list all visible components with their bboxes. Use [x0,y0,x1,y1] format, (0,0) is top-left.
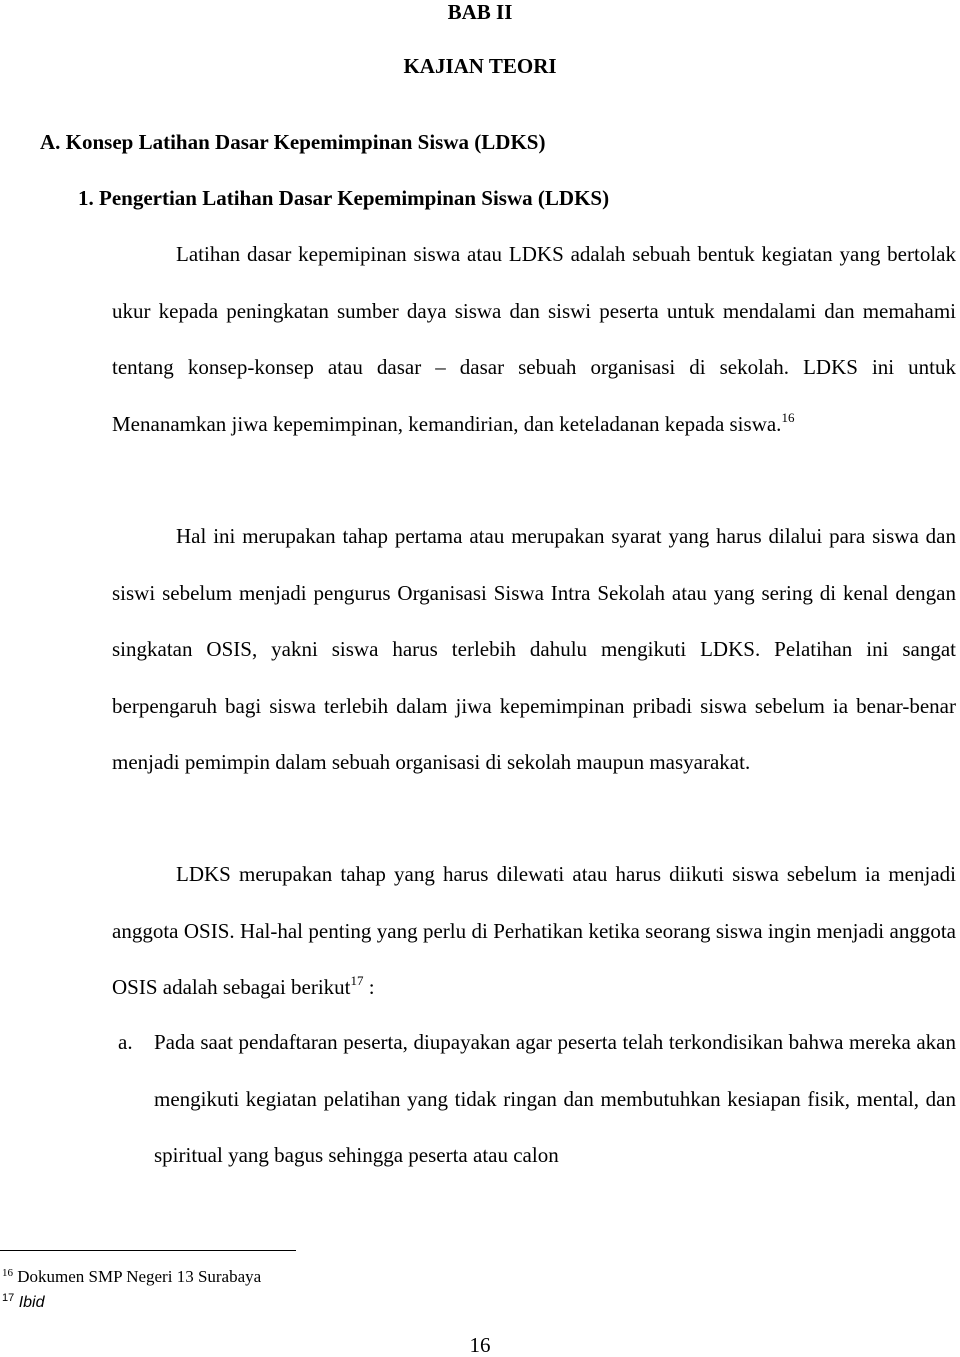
footnote-text: Dokumen SMP Negeri 13 Surabaya [17,1267,262,1286]
paragraph-stage-requirement [112,508,956,791]
footnote-17 [2,1292,45,1314]
paragraph-osis-membership [112,846,956,1016]
footnote-number: 16 [2,1267,13,1279]
list-item-text: Pada saat pendaftaran peserta, diupayakan agar peserta telah terkondisikan bahwa mereka akan mengikuti kegiatan pelatihan yang tidak ringan dan membutuhkan kesiapan fisik, mental, dan spiritual yang bagus sehingga peserta atau calon [154,1030,956,1167]
subsection-heading: 1. Pengertian Latihan Dasar Kepemimpinan Siswa (LDKS) [78,186,610,210]
list-marker: a. [118,1030,133,1054]
footnote-ref-17: 17 [350,973,364,988]
footnote-ref-16: 16 [781,409,795,425]
footnote-number: 17 [2,1292,15,1304]
chapter-title: KAJIAN TEORI [403,54,557,78]
list-item [118,1014,956,1184]
chapter-number: BAB II [447,0,513,24]
paragraph-text: LDKS merupakan tahap yang harus dilewati atau harus diikuti siswa sebelum ia menjadi anggota OSIS. Hal-hal penting yang perlu di Perhatikan ketika seorang siswa ingin menjadi anggota OSIS adalah sebagai berikut [112,862,956,999]
paragraph-text: Hal ini merupakan tahap pertama atau merupakan syarat yang harus dilalui para siswa dan siswi sebelum menjadi pengurus Organisasi Siswa Intra Sekolah atau yang sering di kenal dengan singkatan OSIS, yakni siswa harus terlebih dahulu mengikuti LDKS. Pelatihan ini sangat berpengaruh bagi siswa terlebih dalam jiwa kepemimpinan pribadi siswa sebelum ia benar-benar menjadi pemimpin dalam sebuah organisasi di sekolah maupun masyarakat. [112,524,956,774]
page-number: 16 [469,1333,491,1357]
paragraph-suffix: : [363,975,375,999]
footnote-text: Ibid [18,1294,45,1311]
paragraph-ldks-definition [112,226,956,452]
paragraph-text: Latihan dasar kepemipinan siswa atau LDKS adalah sebuah bentuk kegiatan yang bertolak ukur kepada peningkatan sumber daya siswa dan siswi peserta untuk mendalami dan memahami tentang konsep-konsep atau dasar – dasar sebuah organisasi di sekolah. LDKS ini untuk Menanamkan jiwa kepemimpinan, kemandirian, dan keteladanan kepada siswa. [112,242,956,436]
footnote-separator [0,1250,296,1251]
footnote-16 [2,1266,261,1288]
section-heading: A. Konsep Latihan Dasar Kepemimpinan Siswa (LDKS) [40,130,546,154]
